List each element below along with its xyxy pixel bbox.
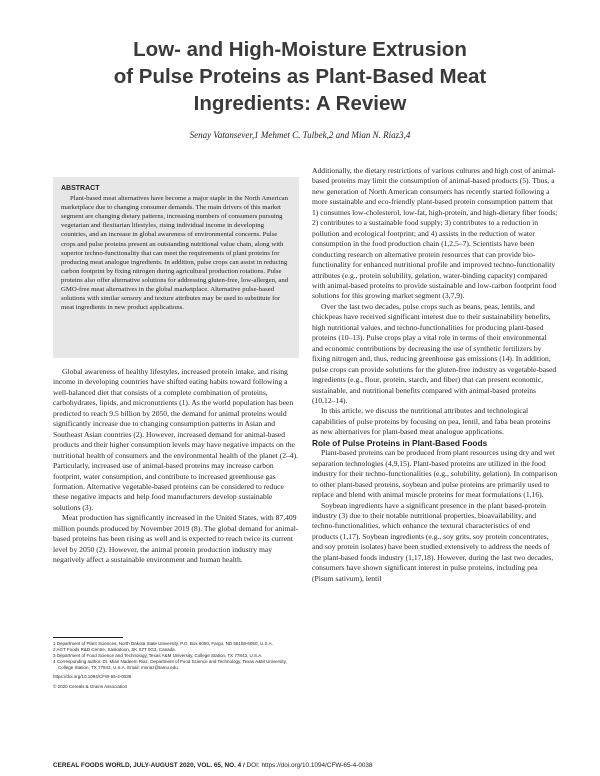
body-paragraph: Meat production has significantly increased in the United States, with 87,409 million pounds produced by November 2019 (8). The global demand for animal-based proteins has been rising as well and is expected to reach twice its current level by 2050 (2). However, the animal protein production industry may negatively affect a sustainable environment and human health. [53,513,299,565]
copyright: © 2020 Cereals & Grains Association [53,683,128,689]
body-paragraph: In this article, we discuss the nutritional attributes and technological capabilities of pulse proteins by focusing on pea, lentil, and faba bean proteins as new alternatives for plant-based meat analogue applications. [312,406,551,437]
footer-doi[interactable]: DOI: https://doi.org/10.1094/CFW-65-4-0038 [246,762,373,769]
left-column [53,367,300,632]
author-list: Senay Vatansever,1 Mehmet C. Tulbek,2 and Mian N. Riaz3,4 [189,130,411,140]
right-column [312,166,558,758]
footnote-corresponding: 4 Corresponding author. Dr. Mian Nadeem Riaz, Department of Food Science and Technology, Texas A&M University, College Station, TX 77843, U.S.A. Email: mnriaz@tamu.edu [53,659,287,671]
footnote-divider [53,637,123,638]
journal-citation: CEREAL FOODS WORLD, JULY-AUGUST 2020, VOL. 65, NO. 4 / [53,762,247,769]
doi-link[interactable]: https://doi.org/10.1094/CFW-65-4-0038 [53,674,132,680]
abstract-heading: ABSTRACT [61,185,100,192]
body-paragraph: Over the last two decades, pulse crops such as beans, peas, lentils, and chickpeas have received significant interest due to their sustainability benefits, high nutritional values, and techno-functionalities for producing plant-based proteins (10–13). Pulse crops play a vital role in terms of their environmental and economic contributions by decreasing the use of synthetic fertilizers by fixing nitrogen and, thus, reducing greenhouse gas emissions (14). In addition, pulse crops can provide solutions for the gluten-free industry as vegetable-based ingredients (e.g., flour, protein, starch, and fiber) that can present economic, sustainable, and nutritional benefits compared with animal-based proteins (10,12–14). [312,301,557,405]
footnote: 1 Department of Plant Sciences, North Dakota State University, P.O. Box 6050, Fargo, ND 58108-6050, U.S.A. [53,641,273,646]
article-title [60,36,540,117]
title-line: of Pulse Proteins as Plant-Based Meat [113,65,487,88]
section-heading: Role of Pulse Proteins in Plant-Based Foods [312,437,488,448]
footnotes [53,637,300,690]
body-paragraph: Global awareness of healthy lifestyles, increased protein intake, and rising income in developing countries have shifted eating habits toward following a well-balanced diet that consists of a complete combination of proteins, carbohydrates, lipids, and micronutrients (1). As the world population has been predicted to reach 9.5 billion by 2050, the demand for animal proteins would significantly increase due to changing consumption patterns in Asian and Southeast Asian countries (2). However, increased demand for animal-based products and their higher consumption levels may have negative impacts on the nutritional health of consumers and the environmental health of the planet (2–4). Particularly, increased use of animal-based proteins may increase carbon footprint, water consumption, and contribute to increased greenhouse gas formation. Alternative vegetable-based proteins can be considered to reduce these negative impacts and help food manufacturers develop sustainable solutions (3). [53,367,299,512]
body-paragraph: Additionally, the dietary restrictions of various cultures and high cost of animal-based proteins may limit the consumption of animal-based products (5). Thus, a new generation of North American consumers has recently started following a more sustainable and eco-friendly plant-based protein consumption pattern that 1) consumes low-cholesterol, low-fat, high-protein, and high-dietary fiber foods; 2) contributes to a sustainable food supply; 3) contributes to a reduction in pollution and ecological footprint; and 4) assists in the reduction of water consumption in the food production chain (1,2,5–7). Scientists have been conducting research on alternative protein resources that can provide bio-functionality for enhanced nutritional profile and improved techno-functionality attributes (e.g., protein solubility, gelation, water-binding capacity) compared with animal-based proteins to provide sustainable and low-carbon footprint food solutions for this growing market segment (3,7,9). [312,166,558,301]
body-paragraph: Soybean ingredients have a significant presence in the plant based-protein industry (3) due to their notable nutritional properties, bioavailability, and techno-functionalities, which enhance the textural characteristics of end products (1,17). Soybean ingredients (e.g., soy grits, soy protein concentrates, and soy protein isolates) have been studied extensively to address the needs of the plant-based foods industry (1,17,18). However, during the last two decades, consumers have shown significant interest in pulse proteins, including pea (Pisum sativum), lentil [312,500,554,583]
page-footer [53,762,558,769]
body-paragraph: Plant-based proteins can be produced from plant resources using dry and wet separation technologies (4,9,15). Plant-based proteins are utilized in the food industry for their techno-functionalities (e.g., solubility, gelation). In comparison to other plant-based proteins, soybean and pulse proteins are primarily used to replace and blend with animal muscle proteins for meat formulations (1,16). [312,448,558,500]
abstract-text: Plant-based meat alternatives have become a major staple in the North American marketplace due to changing consumer demands. The main drivers of this market segment are changing dietary patterns, increasing numbers of consumers pursuing vegetarian and flexitarian lifestyles, rising individual income in developing countries, and an increase in global awareness of environmental concerns. Pulse crops and pulse proteins present an outstanding nutritional value chain, along with superior techno-functionality that can meet the requirements of plant proteins for producing meat analogue ingredients. In addition, pulse crops can assist in reducing carbon footprint by fixing nitrogen during agricultural production rotations. Pulse proteins also offer alternative solutions for addressing gluten-free, low-allergen, and GMO-free meat alternatives in the global marketplace. Alternative pulse-based solutions with similar sensory and texture attributes may be used to substitute for meat ingredients in new product applications. [61,195,289,312]
footnote: 3 Department of Food Science and Technology, Texas A&M University, College Station, TX 77843, U.S.A. [53,653,263,659]
footnote: 2 AGT Foods R&D Centre, Saskatoon, SK S7T 0G3, Canada. [53,647,176,653]
title-line: Ingredients: A Review [193,92,407,115]
abstract-box [53,177,299,358]
title-line: Low- and High-Moisture Extrusion [133,38,467,61]
